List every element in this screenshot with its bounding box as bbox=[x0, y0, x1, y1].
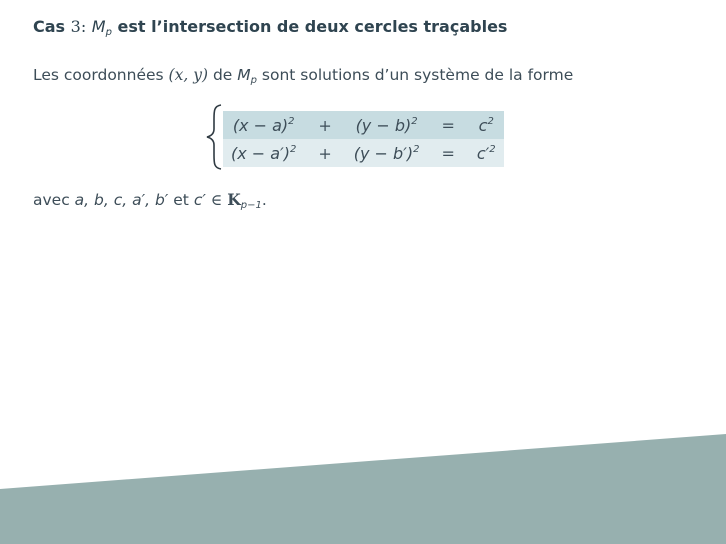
intro-mp-sub: p bbox=[250, 75, 257, 86]
intro-text-2: de bbox=[212, 66, 233, 84]
intro-mp: M bbox=[237, 66, 251, 84]
row2-lhs2: $(y - b')^2$ bbox=[346, 139, 428, 167]
row1-equals: = bbox=[427, 111, 468, 139]
title-colon: : bbox=[80, 17, 87, 36]
row1-lhs2: $(y - b)^2$ bbox=[346, 111, 428, 139]
row2-lhs1: $(x - a')^2$ bbox=[223, 139, 304, 167]
after-field: K bbox=[227, 190, 241, 209]
intro-text-3: sont solutions d’un système de la forme bbox=[261, 66, 574, 84]
after-vars: a, b, c, a′, b′ bbox=[74, 191, 169, 209]
title-prefix: Cas bbox=[33, 17, 66, 36]
after-cprime: c′ bbox=[193, 191, 206, 209]
intro-xy: (x, y) bbox=[168, 66, 208, 84]
after-in: ∈ bbox=[210, 191, 223, 209]
after-field-sub: p−1 bbox=[240, 200, 262, 211]
row1-plus: + bbox=[304, 111, 345, 139]
after-end: . bbox=[261, 191, 267, 209]
row2-equals: = bbox=[427, 139, 468, 167]
row1-rhs: $c^2$ bbox=[469, 111, 504, 139]
after-text-2: et bbox=[173, 191, 189, 209]
title-rest: est l’intersection de deux cercles traçables bbox=[117, 17, 508, 36]
row2-plus: + bbox=[304, 139, 345, 167]
title-mp: M bbox=[91, 17, 106, 36]
row1-lhs1: $(x - a)^2$ bbox=[223, 111, 304, 139]
title-mp-sub: p bbox=[105, 27, 112, 38]
intro-text-1: Les coordonnées bbox=[33, 66, 164, 84]
row2-rhs: $c'^2$ bbox=[469, 139, 504, 167]
after-text-1: avec bbox=[33, 191, 70, 209]
title-number: 3 bbox=[70, 17, 81, 36]
